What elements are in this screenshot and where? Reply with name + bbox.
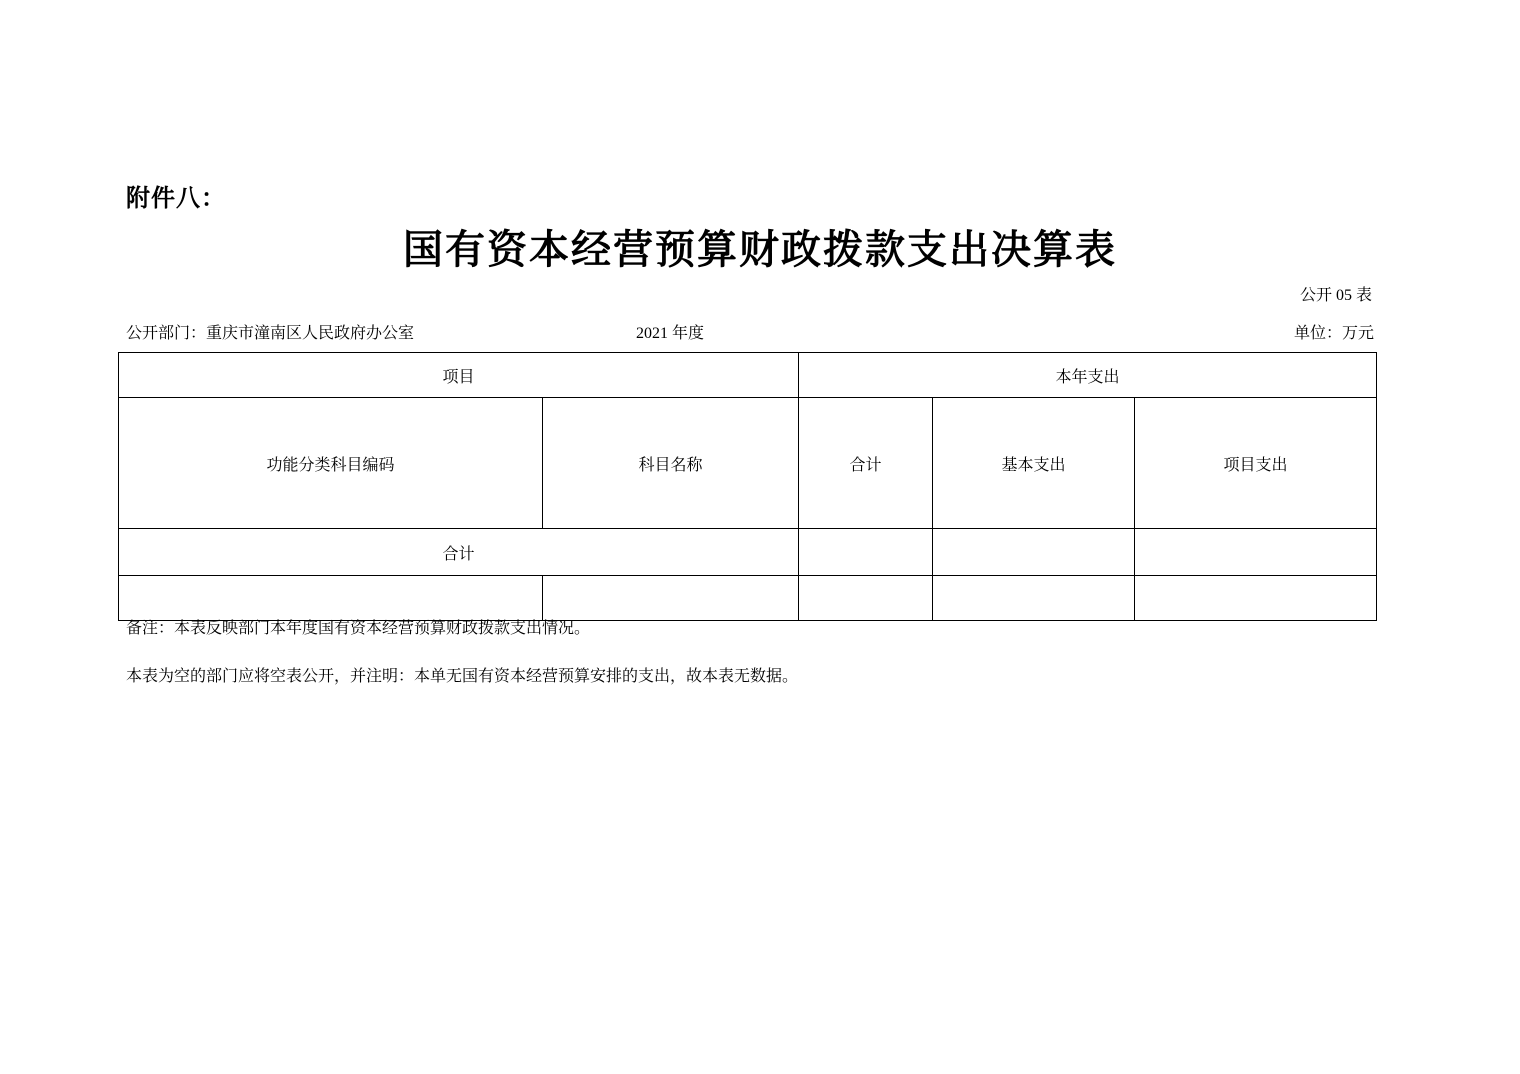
note-line: 本表为空的部门应将空表公开，并注明：本单无国有资本经营预算安排的支出，故本表无数据。	[126, 667, 799, 685]
meta-row	[126, 320, 1374, 344]
total-row-project-expenditure	[1135, 529, 1377, 576]
table-header-row-2	[119, 398, 1377, 529]
attachment-label: 附件八：	[126, 186, 226, 212]
budget-table	[118, 352, 1377, 621]
total-row-basic-expenditure	[933, 529, 1135, 576]
total-row-label: 合计	[119, 529, 799, 576]
page-title: 国有资本经营预算财政拨款支出决算表	[403, 227, 1117, 272]
blank-row-function-code	[119, 576, 543, 621]
blank-row-total	[799, 576, 933, 621]
blank-row-basic-expenditure	[933, 576, 1135, 621]
table-row	[119, 576, 1377, 621]
total-row-total	[799, 529, 933, 576]
header-total: 合计	[799, 398, 933, 529]
notes-section	[126, 616, 1386, 711]
year-label: 2021 年度	[636, 325, 705, 342]
header-function-code: 功能分类科目编码	[119, 398, 543, 529]
header-project-expenditure: 项目支出	[1135, 398, 1377, 529]
form-code-label: 公开 05 表	[1299, 287, 1372, 304]
blank-row-subject-name	[543, 576, 799, 621]
header-current-year-expenditure: 本年支出	[799, 353, 1377, 398]
blank-row-project-expenditure	[1135, 576, 1377, 621]
header-subject-name: 科目名称	[543, 398, 799, 529]
header-item: 项目	[119, 353, 799, 398]
table-header-row-1	[119, 353, 1377, 398]
unit-label: 单位：万元	[1293, 325, 1374, 342]
table-row	[119, 529, 1377, 576]
note-line: 备注：本表反映部门本年度国有资本经营预算财政拨款支出情况。	[126, 620, 591, 637]
header-basic-expenditure: 基本支出	[933, 398, 1135, 529]
department-label: 公开部门：重庆市潼南区人民政府办公室	[126, 325, 415, 342]
